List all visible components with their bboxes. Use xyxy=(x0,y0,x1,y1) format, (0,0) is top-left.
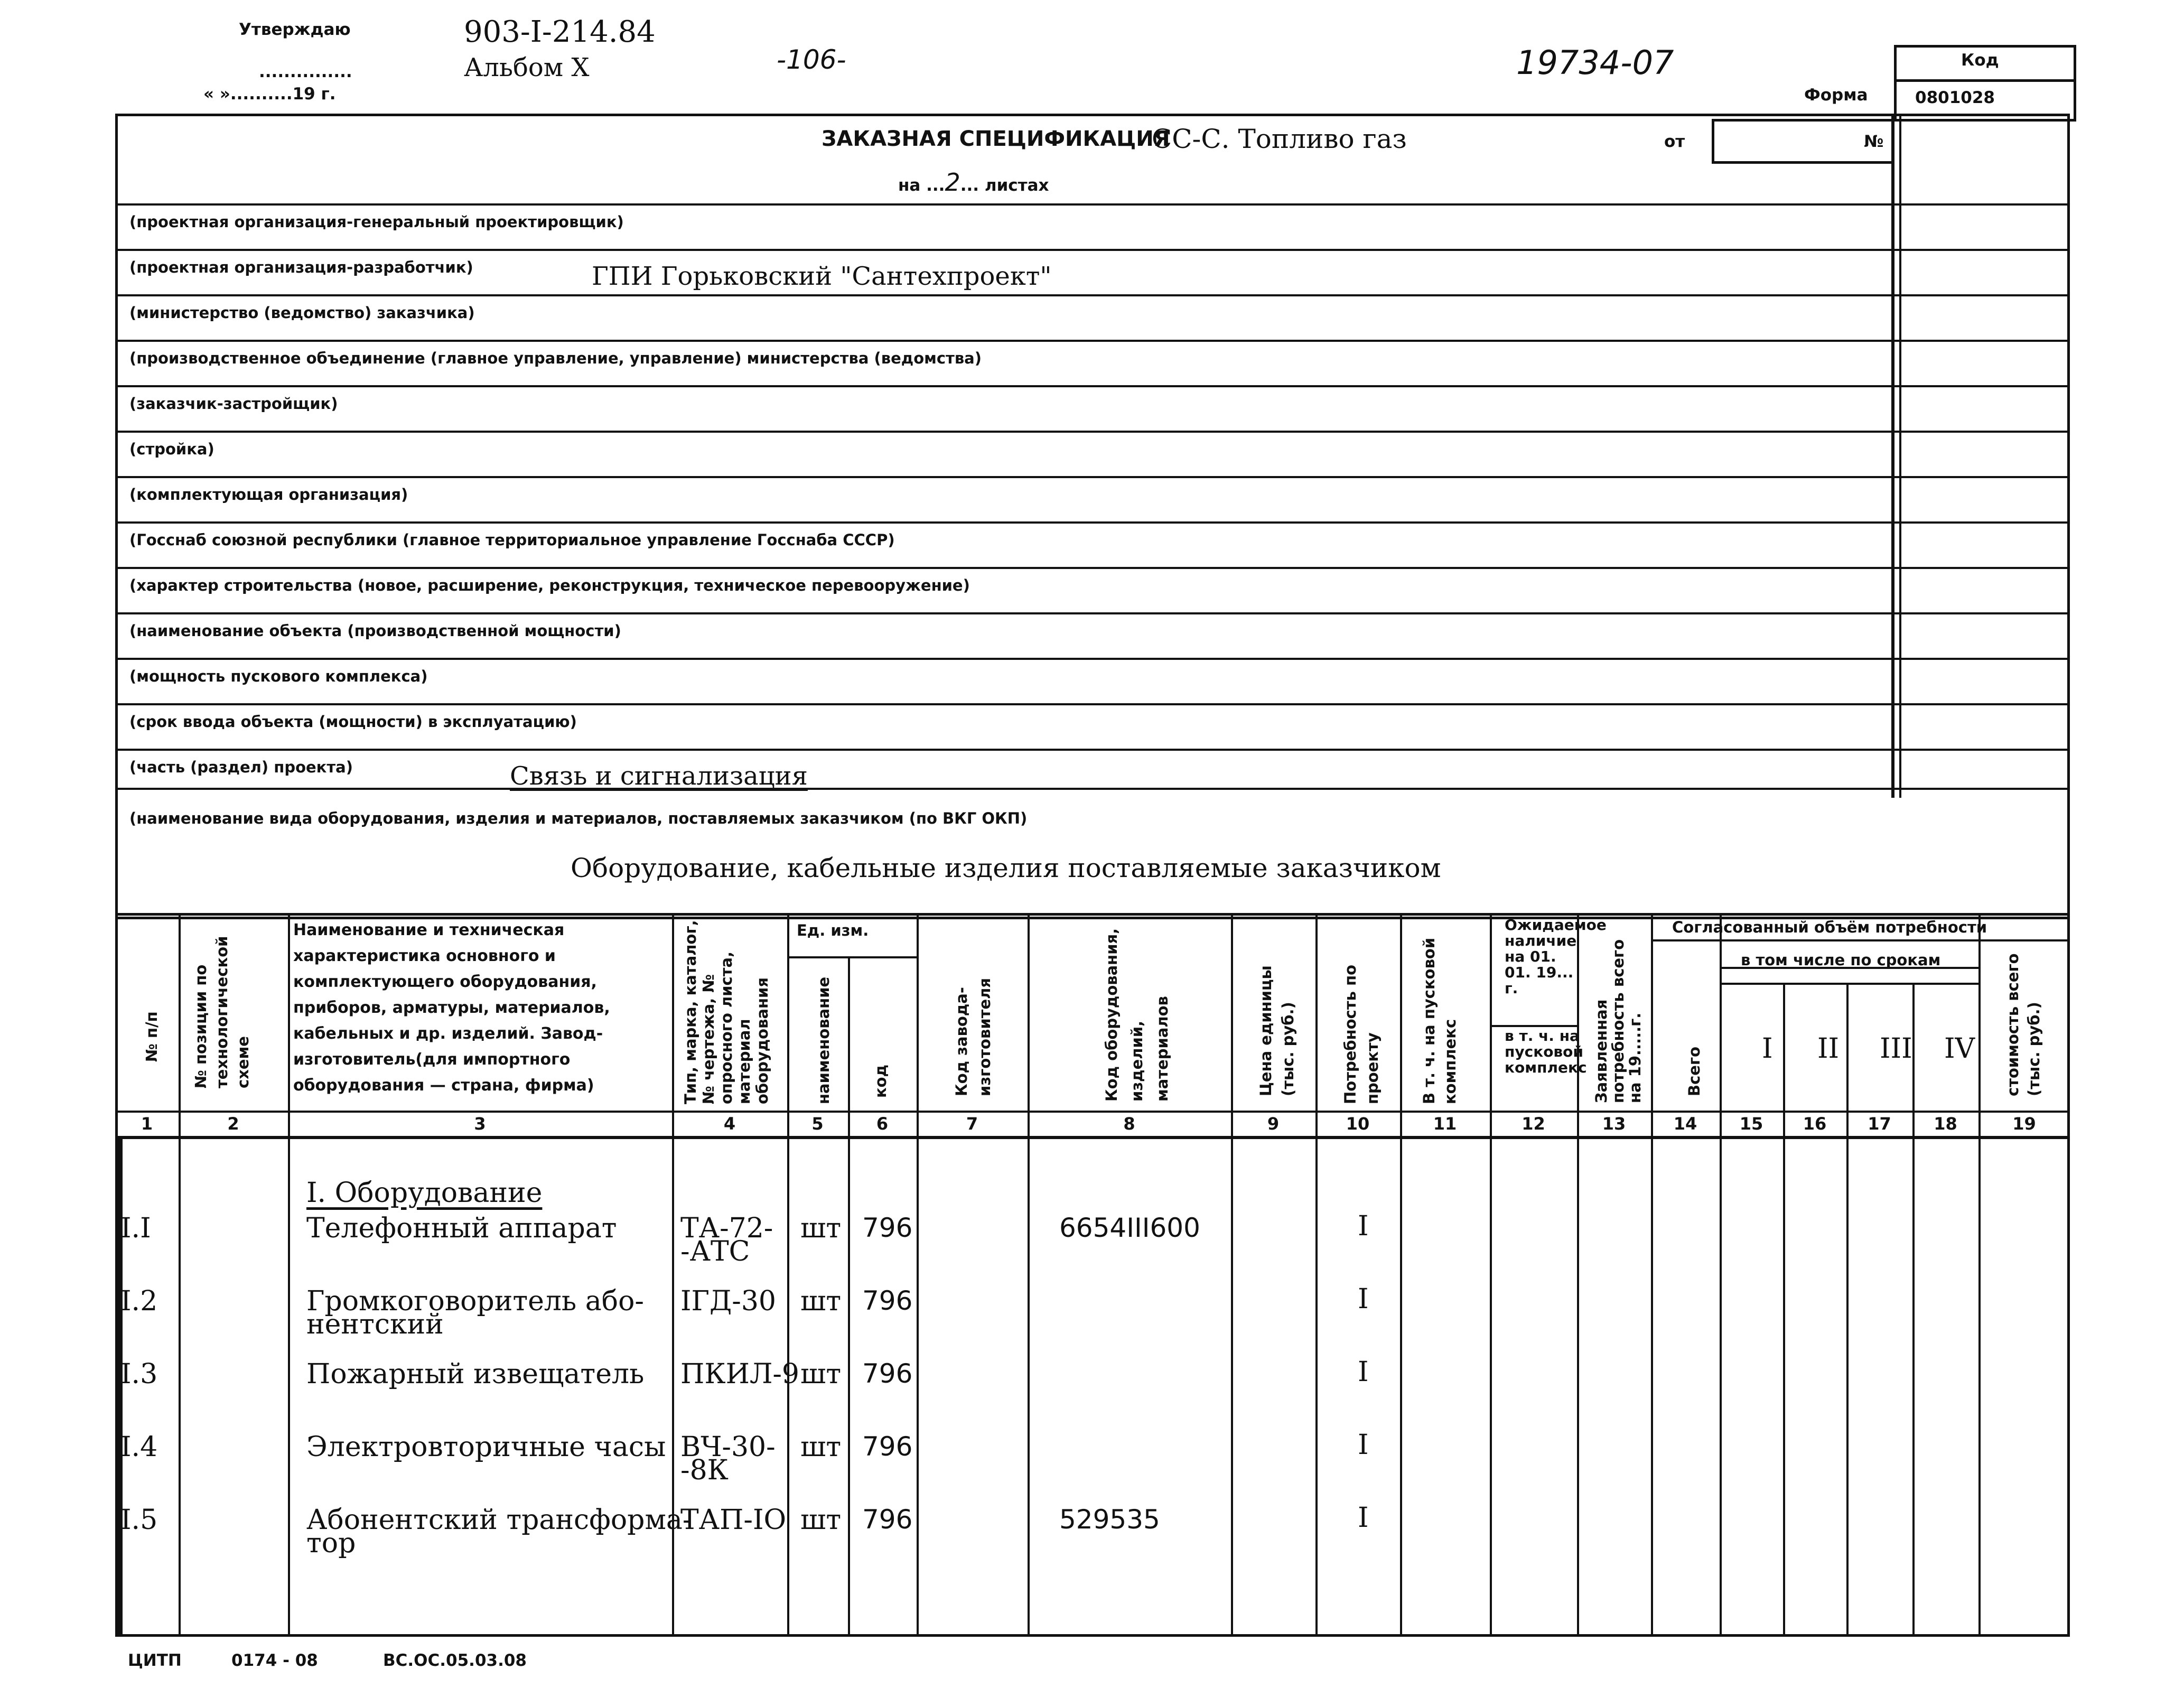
col8-header: Код оборудования, изделий, материалов xyxy=(1103,928,1171,1102)
info-row-rule xyxy=(115,703,2070,705)
info-row-label: (комплектующая организация) xyxy=(129,486,408,503)
row-type-line: -8К xyxy=(680,1454,729,1486)
column-number: 6 xyxy=(876,1114,889,1134)
code-cell-rule xyxy=(1894,249,2070,251)
code-header-box xyxy=(1894,45,2076,82)
equipment-type-value: Оборудование, кабельные изделия поставляемые заказчиком xyxy=(571,853,1441,883)
from-label: от xyxy=(1664,132,1685,151)
agreed-group-header: Согласованный объём потребности xyxy=(1672,918,1987,936)
colnum-bottom-rule xyxy=(115,1136,2070,1139)
sheets-suffix: ... листах xyxy=(960,176,1049,195)
row-unit: шт xyxy=(800,1358,842,1390)
equipment-type-label: (наименование вида оборудования, изделия и материалов, поставляемых заказчиком (по ВКГ ОКП) xyxy=(129,809,1028,827)
column-number: 11 xyxy=(1433,1114,1457,1134)
footer-code1: 0174 - 08 xyxy=(231,1651,318,1670)
code-cell-rule xyxy=(1894,521,2070,524)
specification-frame xyxy=(115,114,2070,919)
column-number: 17 xyxy=(1868,1114,1891,1134)
table-column-rule xyxy=(1400,913,1402,1637)
col2-header: № позиции по технологической схеме xyxy=(192,936,252,1088)
col6-header: код xyxy=(872,1064,890,1098)
table-column-rule xyxy=(1783,983,1785,1637)
info-row-label: (наименование объекта (производственной мощности) xyxy=(129,622,621,640)
column-number: 19 xyxy=(2012,1114,2036,1134)
row-number: I.I xyxy=(120,1213,151,1244)
forma-code-value: 0801028 xyxy=(1915,88,1995,107)
col18-header: IV xyxy=(1944,1033,1975,1065)
info-row-rule xyxy=(115,431,2070,433)
row-name-line: Абонентский трансформа- xyxy=(306,1504,692,1536)
table-column-rule xyxy=(917,913,919,1637)
row-unit: шт xyxy=(800,1504,842,1536)
col4-header: Тип, марка, каталог, № чертежа, № опросного листа, материал оборудования xyxy=(682,920,771,1104)
info-row-label: (мощность пускового комплекса) xyxy=(129,667,428,685)
code-cell-rule xyxy=(1894,658,2070,660)
info-row-rule xyxy=(115,294,2070,296)
row-type-line: ТАП-IO xyxy=(680,1504,787,1536)
column-number: 10 xyxy=(1346,1114,1370,1134)
terms-group-rule xyxy=(1720,983,1978,985)
code-cell-rule xyxy=(1894,749,2070,751)
row-type-line: ПКИЛ-9 xyxy=(680,1358,799,1390)
col7-header: Код завода-изготовителя xyxy=(953,978,994,1096)
column-number: 15 xyxy=(1739,1114,1763,1134)
col13-header: Заявленная потребность всего на 19.....г. xyxy=(1592,939,1644,1103)
table-column-rule xyxy=(1720,913,1722,1637)
row-name-line: Пожарный извещатель xyxy=(306,1358,645,1390)
column-number: 16 xyxy=(1803,1114,1827,1134)
col9-header: Цена единицы (тыс. руб.) xyxy=(1257,965,1297,1096)
row-number: I.5 xyxy=(120,1504,158,1536)
row-unit-code: 796 xyxy=(862,1358,913,1389)
table-column-rule xyxy=(1231,913,1233,1637)
col15-header: I xyxy=(1762,1033,1773,1065)
info-row-rule xyxy=(115,658,2070,660)
info-row-value[interactable]: ГПИ Горьковский "Сантехпроект" xyxy=(592,262,1052,291)
column-number: 14 xyxy=(1673,1114,1697,1134)
page-number: -106- xyxy=(777,44,846,75)
column-number: 2 xyxy=(227,1114,239,1134)
footer-org: ЦИТП xyxy=(128,1651,182,1670)
sheets-value: 2 xyxy=(945,168,960,197)
table-column-rule xyxy=(1978,913,1981,1637)
table-column-rule xyxy=(1846,983,1849,1637)
row-unit: шт xyxy=(800,1213,842,1244)
table-column-rule xyxy=(848,956,850,1637)
section-title-text: I. Оборудование xyxy=(306,1177,543,1209)
row-quantity: I xyxy=(1358,1210,1369,1242)
row-number: I.4 xyxy=(120,1431,158,1463)
title-subject: СС-С. Топливо газ xyxy=(1152,124,1407,154)
info-row-label: (характер строительства (новое, расширение, реконструкция, техническое перевооружение) xyxy=(129,576,970,594)
info-row-rule xyxy=(115,521,2070,524)
footer-code2: ВС.ОС.05.03.08 xyxy=(383,1651,527,1670)
col17-header: III xyxy=(1880,1033,1912,1065)
code-cell-rule xyxy=(1894,385,2070,387)
row-type-line: ТА-72- xyxy=(680,1213,773,1244)
sheets-prefix: на ... xyxy=(898,176,945,195)
info-row-label: (министерство (ведомство) заказчика) xyxy=(129,304,475,322)
info-row-rule xyxy=(115,203,2070,206)
section-title xyxy=(306,1177,542,1209)
info-row-value[interactable]: Связь и сигнализация xyxy=(510,761,808,791)
info-bottom-rule xyxy=(115,788,2070,790)
table-column-rule xyxy=(1315,913,1318,1637)
row-type-line: IГД-30 xyxy=(680,1285,776,1317)
row-unit-code: 796 xyxy=(862,1285,913,1316)
code-cell-rule xyxy=(1894,203,2070,206)
row-unit-code: 796 xyxy=(862,1504,913,1535)
column-number: 13 xyxy=(1602,1114,1626,1134)
info-row-label: (Госснаб союзной республики (главное территориальное управление Госснаба СССР) xyxy=(129,531,895,549)
date-number-box[interactable] xyxy=(1712,119,1894,164)
row-name-line: Громкоговоритель або- xyxy=(306,1285,644,1317)
row-number: I.2 xyxy=(120,1285,158,1317)
col1-header: № п/п xyxy=(143,1011,161,1062)
column-number: 8 xyxy=(1123,1114,1135,1134)
column-number: 9 xyxy=(1267,1114,1280,1134)
info-row-label: (срок ввода объекта (мощности) в эксплуатацию) xyxy=(129,713,577,731)
row-name-line: Телефонный аппарат xyxy=(306,1213,617,1244)
column-number: 18 xyxy=(1934,1114,1957,1134)
code-label: Код xyxy=(1961,51,1999,70)
code-cell-rule xyxy=(1894,612,2070,614)
col12-complex-header: в т. ч. на пусковой комплекс xyxy=(1505,1027,1587,1076)
code-column-divider-inner xyxy=(1899,114,1901,798)
info-row-rule xyxy=(115,385,2070,387)
document-number: 19734-07 xyxy=(1516,43,1674,82)
info-row-label: (производственное объединение (главное управление, управление) министерства (ведомства) xyxy=(129,349,982,367)
info-row-rule xyxy=(115,249,2070,251)
code-cell-rule xyxy=(1894,703,2070,705)
col19-header: стоимость всего (тыс. руб.) xyxy=(2004,953,2043,1096)
code-cell-rule xyxy=(1894,431,2070,433)
forma-label: Форма xyxy=(1804,86,1868,105)
row-type-line: -АТС xyxy=(680,1236,750,1267)
info-row-label: (стройка) xyxy=(129,440,214,458)
table-column-rule xyxy=(1912,983,1915,1637)
row-name-line: Электровторичные часы xyxy=(306,1431,666,1463)
number-label: № xyxy=(1864,132,1884,151)
info-row-label: (проектная организация-генеральный проектировщик) xyxy=(129,213,624,231)
title-prefix: ЗАКАЗНАЯ СПЕЦИФИКАЦИЯ xyxy=(822,127,1170,151)
unit-group-rule xyxy=(787,956,917,958)
table-column-rule xyxy=(787,913,789,1637)
code-cell-rule xyxy=(1894,476,2070,478)
info-row-label: (часть (раздел) проекта) xyxy=(129,758,353,776)
col11-header: В т. ч. на пусковой комплекс xyxy=(1420,937,1459,1104)
column-number: 3 xyxy=(474,1114,486,1134)
table-column-rule xyxy=(1490,913,1492,1637)
info-row-rule xyxy=(115,749,2070,751)
row-unit: шт xyxy=(800,1431,842,1463)
info-row-rule xyxy=(115,340,2070,342)
col3-header: Наименование и техническая характеристика основного и комплектующего оборудования, приборов, арматуры, материалов, кабельных и др. изделий. Завод-изготовитель(для импортного оборудования — страна, фирма) xyxy=(293,921,610,1095)
row-equipment-code: 6654III600 xyxy=(1059,1213,1200,1243)
sheets-count xyxy=(898,168,1049,197)
table-column-rule xyxy=(179,913,181,1637)
table-column-rule xyxy=(288,913,290,1637)
row-name-line: нентский xyxy=(306,1309,444,1340)
code-cell-rule xyxy=(1894,294,2070,296)
row-quantity: I xyxy=(1358,1429,1369,1461)
info-row-label: (проектная организация-разработчик) xyxy=(129,258,473,276)
approve-label: Утверждаю xyxy=(239,20,351,39)
col16-header: II xyxy=(1817,1033,1840,1065)
row-type-line: ВЧ-30- xyxy=(680,1431,776,1463)
info-row-rule xyxy=(115,567,2070,569)
code-column-divider xyxy=(1891,114,1894,798)
info-row-label: (заказчик-застройщик) xyxy=(129,395,338,413)
row-unit-code: 796 xyxy=(862,1213,913,1243)
table-column-rule xyxy=(1577,913,1579,1637)
approve-date-line: « »..........19 г. xyxy=(203,85,336,104)
info-row-rule xyxy=(115,476,2070,478)
table-column-rule xyxy=(1028,913,1030,1637)
project-code: 903-I-214.84 xyxy=(464,15,656,49)
column-number: 7 xyxy=(966,1114,978,1134)
col12-expected-header: Ожидаемое наличие на 01. 01. 19... г. xyxy=(1505,916,1607,997)
info-row-rule xyxy=(115,612,2070,614)
row-unit-code: 796 xyxy=(862,1431,913,1462)
table-column-rule xyxy=(1651,913,1653,1637)
row-name-line: тор xyxy=(306,1527,356,1559)
column-number: 5 xyxy=(811,1114,824,1134)
row-equipment-code: 529535 xyxy=(1059,1504,1160,1535)
unit-group-header: Ед. изм. xyxy=(797,921,869,939)
col5-header: наименование xyxy=(815,976,833,1104)
column-number: 12 xyxy=(1522,1114,1545,1134)
column-number: 1 xyxy=(141,1114,153,1134)
col14-header: Всего xyxy=(1685,1046,1703,1096)
terms-group-header: в том числе по срокам xyxy=(1741,951,1941,969)
col10-header: Потребность по проекту xyxy=(1341,964,1382,1104)
row-unit: шт xyxy=(800,1285,842,1317)
header-bottom-rule xyxy=(115,1111,2070,1113)
album-label: Альбом Х xyxy=(464,53,590,82)
row-quantity: I xyxy=(1358,1502,1369,1534)
code-cell-rule xyxy=(1894,340,2070,342)
column-number: 4 xyxy=(723,1114,736,1134)
row-quantity: I xyxy=(1358,1356,1369,1388)
code-cell-rule xyxy=(1894,567,2070,569)
row-number: I.3 xyxy=(120,1358,158,1390)
approve-signature-line: ............... xyxy=(259,62,352,81)
row-quantity: I xyxy=(1358,1283,1369,1315)
